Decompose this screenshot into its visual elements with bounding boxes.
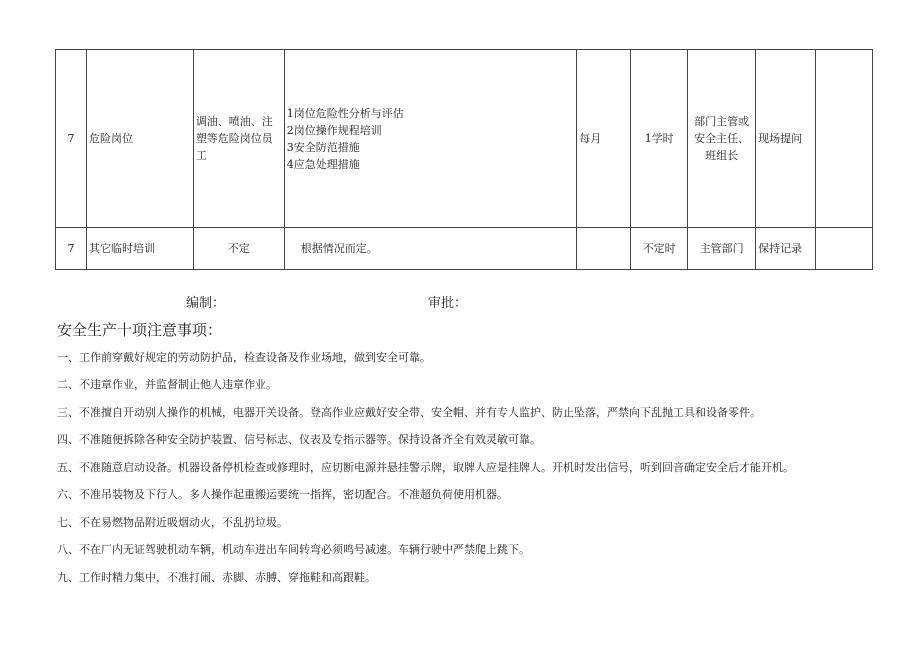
- content-line: 2岗位操作规程培训: [286, 123, 382, 137]
- training-content: [284, 50, 577, 228]
- notice-item: 九、工作时精力集中，不准打闹、赤脚、赤膊、穿拖鞋和高跟鞋。: [57, 571, 376, 584]
- assessment-method: 保持记录: [756, 228, 816, 270]
- remarks: [816, 50, 873, 228]
- content-line: 3安全防范措施: [286, 140, 360, 154]
- training-table: [55, 49, 873, 270]
- training-content: [284, 228, 577, 270]
- notice-item: 四、不准随便拆除各种安全防护装置、信号标志、仪表及专指示器等。保持设备齐全有效灵敏可靠。: [57, 433, 541, 446]
- row-number: 7: [56, 228, 87, 270]
- notice-item: 五、不准随意启动设备。机器设备停机检查或修理时，应切断电源并悬挂警示牌，取牌人应是挂牌人。开机时发出信号，听到回音确定安全后才能开机。: [57, 461, 794, 474]
- row-number: 7: [56, 50, 87, 228]
- content-line: 4应急处理措施: [286, 157, 360, 171]
- training-item: 危险岗位: [86, 50, 193, 228]
- responsible-department: 主管部门: [688, 228, 756, 270]
- notice-item: 二、不违章作业，并监督制止他人违章作业。: [57, 378, 277, 391]
- training-target: 调油、喷油、注塑等危险岗位员工: [193, 50, 284, 228]
- notice-item: 七、不在易燃物品附近吸烟动火，不乱扔垃圾。: [57, 516, 288, 529]
- training-target: 不定: [193, 228, 284, 270]
- responsible-department: 部门主管或安全主任、班组长: [688, 50, 756, 228]
- approved-by-label: 审批：: [428, 296, 468, 311]
- notice-item: 三、不准擅自开动别人操作的机械，电器开关设备。登高作业应戴好安全带、安全帽、并有专人监护、防止坠落，严禁向下乱抛工具和设备零件。: [57, 406, 761, 419]
- training-hours: 不定时: [631, 228, 688, 270]
- table-row: [56, 228, 873, 270]
- assessment-method: 现场提问: [756, 50, 816, 228]
- notice-item: 一、工作前穿戴好规定的劳动防护品，检查设备及作业场地，做到安全可靠。: [57, 351, 431, 364]
- table-row: [56, 50, 873, 228]
- notice-item: 六、不准吊装物及下行人。多人操作起重搬运要统一指挥，密切配合。不准超负荷使用机器。: [57, 488, 508, 501]
- training-frequency: [577, 228, 631, 270]
- training-item: 其它临时培训: [86, 228, 193, 270]
- remarks: [816, 228, 873, 270]
- notice-title: 安全生产十项注意事项：: [57, 321, 223, 339]
- notice-item: 八、不在厂内无证驾驶机动车辆，机动车进出车间转弯必须鸣号减速。车辆行驶中严禁爬上跳下。: [57, 543, 530, 556]
- content-line: 根据情况而定。: [300, 242, 378, 255]
- content-line: 1岗位危险性分析与评估: [286, 106, 404, 120]
- prepared-by-label: 编制：: [186, 296, 226, 311]
- training-hours: 1学时: [631, 50, 688, 228]
- training-frequency: 每月: [577, 50, 631, 228]
